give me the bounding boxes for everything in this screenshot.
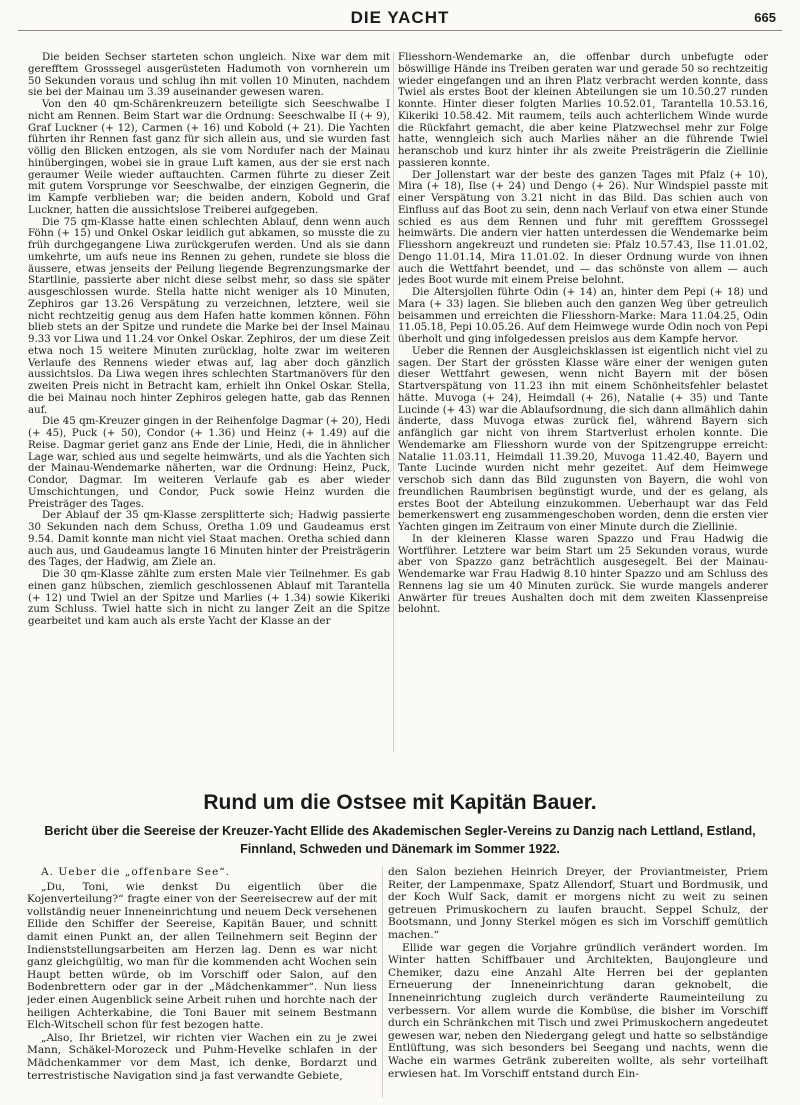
paragraph: Die 75 qm-Klasse hatte einen schlechten Ablauf, denn wenn auch Föhn (+ 15) und Onkel Oskar leidlich gut abkamen, so musste die zu früh durchgegangene Liwa zurückgerufen werden. Und als sie dann umkehrte, um aufs neue ins Rennen zu gehen, rundete sie bloss die äussere, etwas jenseits der Peilung liegende Begrenzungsmarke der Startlinie, passierte aber nicht diese selbst mehr, so dass sie später ausgeschlossen wurde. Stella hatte nicht weniger als 10 Minuten, Zephiros gar 13.26 Verspätung zu verzeichnen, letztere, weil sie nicht rechtzeitig genug aus dem Hafen hatte kommen können. Föhn blieb stets an der Spitze und rundete die Marke bei der Insel Mainau 9.33 vor Liwa und 11.24 vor Onkel Oskar. Zephiros, der um diese Zeit etwa noch 15 weitere Minuten zurücklag, holte zwar im weiteren Verlaufe des Rennens wieder etwas auf, lag aber doch gänzlich aussichtslos. Da Liwa wegen ihres schlechten Startmanövers für den zweiten Preis nicht in Betracht kam, erhielt ihn Onkel Oskar. Stella, die bei Mainau noch hinter Zephiros gelegen hatte, gab das Rennen auf.: [28, 216, 390, 416]
paragraph: Ellide war gegen die Vorjahre gründlich verändert worden. Im Winter hatten Schiffbauer und Architekten, Baujongleure und Chemiker, dazu eine Anzahl Alte Herren bei der geplanten Erneuerung der Inneneinrichtung daran geknobelt, die Inneneinrichtung zugleich durch veränderte Raumeinteilung zu verbessern. Vor allem wurde die Kombüse, die bisher im Vorschiff durch ein Schränkchen mit Tisch und zwei Primuskochern angedeutet gewesen war, neben den Niedergang gelegt und hatte so selbständige Entlüftung, was sich besonders bei Seegang und nachts, wenn die Wache ein warmes Getränk zubereiten wollte, als sehr vorteilhaft erwiesen hat. Im Vorschiff entstand durch Ein-: [388, 941, 768, 1080]
paragraph: Die Altersjollen führte Odin (+ 14) an, hinter dem Pepi (+ 18) und Mara (+ 33) lagen. Sie blieben auch den ganzen Weg über getreulich beisammen und erreichten die Fliesshorn-Marke: Mara 11.04.25, Odin 11.05.18, Pepi 10.05.26. Auf dem Heimwege wurde Odin noch von Pepi überholt und ging infolgedessen preislos aus dem Kampfe hervor.: [398, 287, 768, 345]
paragraph: Von den 40 qm-Schärenkreuzern beteiligte sich Seeschwalbe I nicht am Rennen. Beim Start war die Ordnung: Seeschwalbe II (+ 9), Graf Luckner (+ 12), Carmen (+ 16) und Kobold (+ 21). Die Yachten führten ihr Rennen fast ganz für sich allein aus, und sie wurden fast völlig den Blicken entzogen, als sie vom Nordufer nach der Mainau hinübergingen, wobei sie in graue Luft kamen, aus der sie erst nach geraumer Weile wieder auftauchten. Carmen führte zu dieser Zeit mit gutem Vorsprunge vor Seeschwalbe, der einzigen Gegnerin, die im Kampfe verblieben war; die beiden andern, Kobold und Graf Luckner, hatten die aussichtslose Treiberei aufgegeben.: [28, 99, 390, 216]
report-column-right: [398, 52, 768, 757]
paragraph: „Du, Toni, wie denkst Du eigentlich über die Kojenverteilung?“ fragte einer von der Seereisecrew auf der mit vollständig neuer Inneneinrichtung und neuem Deck versehenen Ellide den Schiffer der Seereise, Kapitän Bauer, und schnitt damit einen Punkt an, der allen Teilnehmern seit Beginn der Indienststellungsarbeiten am Herzen lag. Denn es war nicht ganz gleichgültig, wo man für die kommenden acht Wochen sein Haupt betten würde, ob im Vorschiff oder Salon, auf den Bodenbrettern oder gar in der „Mädchenkammer“. Nun liess jeder einen Augenblick seine Arbeit ruhen und horchte nach der heiligen Achterkabine, die Toni Bauer mit seinem Bestmann Elch-Witschell schon für fest bezogen hatte.: [27, 880, 377, 1032]
paragraph: den Salon beziehen Heinrich Dreyer, der Proviantmeister, Priem Reiter, der Lampenmaxe, Spatz Allendorf, Stuart und Bordmusik, und der Koch Wulf Sack, damit er morgens nicht zu weit zu seinen getreuen Primuskochern zu laufen braucht. Seppel Schulz, der Bootsmann, und Jonny Sterkel mögen es sich im Vorschiff gemütlich machen.“: [388, 866, 768, 941]
journal-title: DIE YACHT: [350, 8, 450, 27]
paragraph: Fliesshorn-Wendemarke an, die offenbar durch unbefugte oder böswillige Hände ins Treiben geraten war und gerade 50 so rechtzeitig wieder eingefangen und an ihren Platz verbracht werden konnte, dass Twiel als erstes Boot der kleinen Abteilungen sie um 10.50.27 runden konnte. Hinter dieser folgten Marlies 10.52.01, Tarantella 10.53.16, Kikeriki 10.58.42. Mit raumem, teils auch achterlichem Winde wurde die Rückfahrt gemacht, die aber keine Platzwechsel mehr zur Folge hatte, wenngleich sich auch Marlies näher an die führende Twiel heranschob und kurz hinter ihr als zweite Preisträgerin die Ziellinie passieren konnte.: [398, 52, 768, 169]
header-rule: [18, 30, 782, 31]
report-column-left: [28, 52, 390, 757]
article-column-left: [27, 866, 377, 1098]
article-subtitle: Bericht über die Seereise der Kreuzer-Yacht Ellide des Akademischen Segler-Vereins zu Danzig nach Lettland, Estland, Finnland, Schweden und Dänemark im Sommer 1922.: [44, 824, 756, 856]
paragraph: In der kleineren Klasse waren Spazzo und Frau Hadwig die Wortführer. Letztere war beim Start um 25 Sekunden voraus, wurde aber von Spazzo ganz beträchtlich ausgesegelt. Bei der Mainau-Wendemarke war Frau Hadwig 8.10 hinter Spazzo und am Schluss des Rennens lag sie um 40 Minuten zurück. Sie wurde mangels anderer Anwärter für treues Aushalten doch mit dem zweiten Klassenpreise belohnt.: [398, 533, 768, 616]
masthead: [0, 6, 800, 30]
section-heading: A. Ueber die „offenbare See“.: [41, 866, 231, 878]
page-number: 665: [754, 10, 776, 25]
paragraph: Die 30 qm-Klasse zählte zum ersten Male vier Teilnehmer. Es gab einen ganz hübschen, ziemlich geschlossenen Ablauf mit Tarantella (+ 12) und Twiel an der Spitze und Marlies (+ 1.34) sowie Kikeriki zum Schluss. Twiel hatte sich in nicht zu langer Zeit an die Spitze gearbeitet und kam auch als erste Yacht der Klasse an der: [28, 569, 390, 627]
paragraph: Ueber die Rennen der Ausgleichsklassen ist eigentlich nicht viel zu sagen. Der Start der grössten Klasse wäre einer der wenigen guten dieser Wettfahrt gewesen, wenn nicht Bayern mit der bösen Startverspätung von 11.23 ihn mit einem Schönheitsfehler belastet hätte. Muvoga (+ 24), Heimdall (+ 26), Natalie (+ 35) und Tante Lucinde (+ 43) war die Ablaufsordnung, die sich dann allmählich dahin änderte, dass Muvoga etwas zurück fiel, während Bayern sich anfänglich gar nicht von ihrem Startverlust erholen konnte. Die Wendemarke am Fliesshorn wurde von der Spitzengruppe erreicht: Natalie 11.03.11, Heimdall 11.39.20, Muvoga 11.42.40, Bayern und Tante Lucinde wurden nicht mehr gezeitet. Auf dem Heimwege verschob sich dann das Bild zugunsten von Bayern, die wohl von freundlichen Raumbrisen begünstigt wurde, und der es gelang, als erstes Boot der Abteilung einzukommen. Ueberhaupt war das Feld bemerkenswert eng zusammengeschoben worden, denn die ersten vier Yachten gingen im Zeitraum von einer Minute durch die Ziellinie.: [398, 345, 768, 533]
column-divider: [382, 866, 383, 1098]
paragraph: Die 45 qm-Kreuzer gingen in der Reihenfolge Dagmar (+ 20), Hedi (+ 45), Puck (+ 50), Condor (+ 1.36) und Heinz (+ 1.49) auf die Reise. Dagmar geriet ganz ans Ende der Linie, Hedi, die in ähnlicher Lage war, schied aus und segelte heimwärts, und als die Yachten sich der Mainau-Wendemarke näherten, war die Ordnung: Heinz, Puck, Condor, Dagmar. Im weiteren Verlaufe gab es aber wieder Umschichtungen, und Condor, Puck sowie Heinz wurden die Preisträger des Tages.: [28, 416, 390, 510]
paragraph: Der Jollenstart war der beste des ganzen Tages mit Pfalz (+ 10), Mira (+ 18), Ilse (+ 24) und Dengo (+ 26). Nur Windspiel passte mit einer Verspätung von 3.21 nicht in das Bild. Das schien auch von Einfluss auf das Boot zu sein, denn nach Verlauf von etwa einer Stunde schied es aus dem Rennen und fuhr mit gerefftem Grosssegel heimwärts. Die andern vier hatten unterdessen die Wendemarke beim Fliesshorn angekreuzt und rundeten sie: Pfalz 10.57.43, Ilse 11.01.02, Dengo 11.01.14, Mira 11.01.02. In dieser Ordnung wurde von ihnen auch die Wettfahrt beendet, und — das schönste von allem — auch jedes Boot wurde mit einem Preise belohnt.: [398, 169, 768, 287]
article-column-right: [388, 866, 768, 1098]
article-title: Rund um die Ostsee mit Kapitän Bauer.: [203, 791, 597, 814]
paragraph: Der Ablauf der 35 qm-Klasse zersplitterte sich; Hadwig passierte 30 Sekunden nach dem Schuss, Oretha 1.09 und Gaudeamus erst 9.54. Damit konnte man nicht viel Staat machen. Oretha schied dann auch aus, und Gaudeamus langte 16 Minuten hinter der Preisträgerin des Tages, der Hadwig, am Ziele an.: [28, 510, 390, 569]
paragraph: Die beiden Sechser starteten schon ungleich. Nixe war dem mit gerefftem Grosssegel ausgerüsteten Hadumoth von vornherein um 50 Sekunden voraus und schlug ihn mit vollen 10 Minuten, nachdem sie bei der Mainau um 3.39 auseinander gewesen waren.: [28, 52, 390, 99]
column-divider: [393, 52, 394, 752]
paragraph: „Also, Ihr Brietzel, wir richten vier Wachen ein zu je zwei Mann, Schäkel-Morozeck und Puhm-Hevelke schlafen in der Mädchenkammer vor dem Mast, ich denke, Bordarzt und terrestristische Navigation sind ja fast verwandte Gebiete,: [27, 1031, 377, 1082]
